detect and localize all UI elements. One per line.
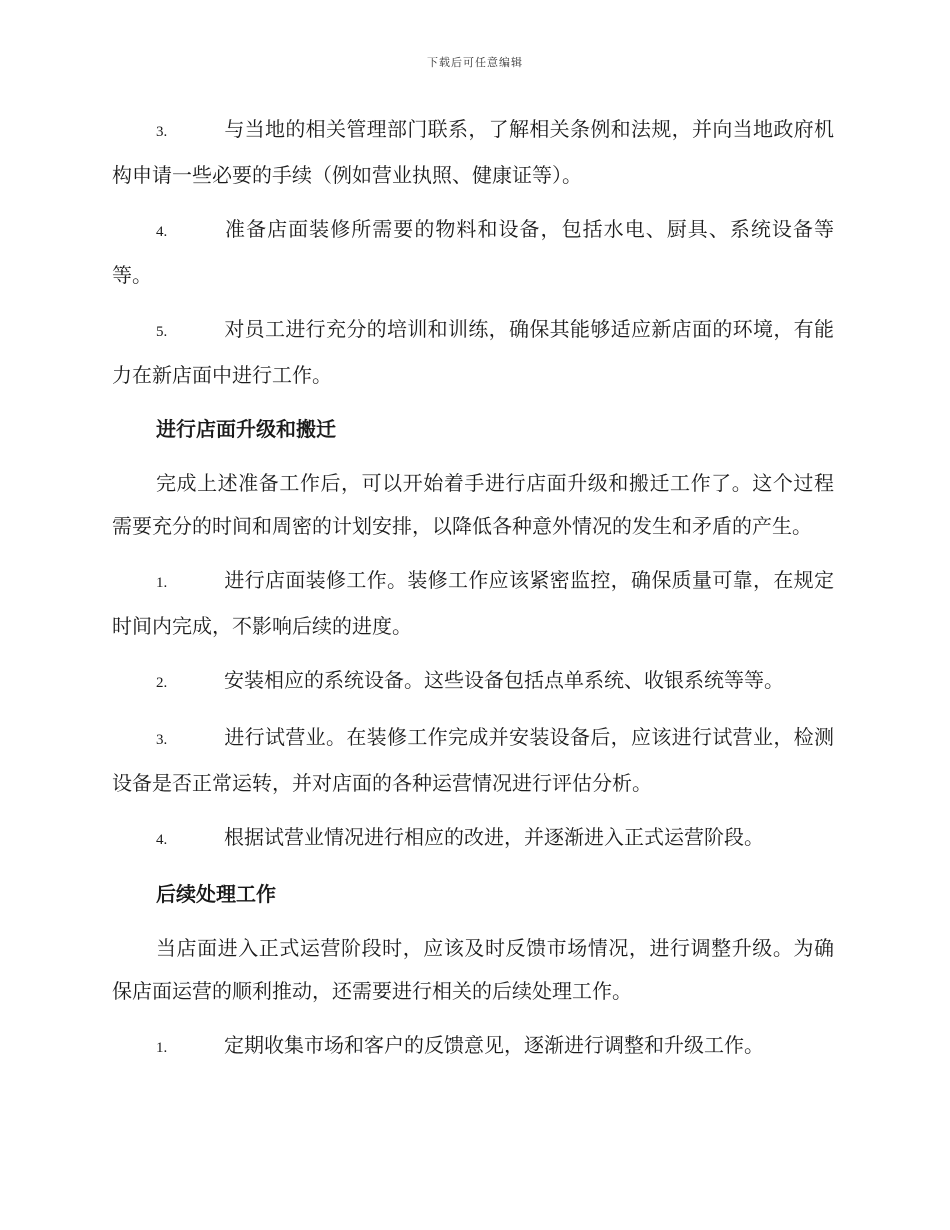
list-item-text: 对员工进行充分的培训和训练，确保其能够适应新店面的环境，有能力在新店面中进行工作。 — [112, 317, 834, 387]
list-item-number: 2. — [156, 675, 168, 691]
list-item-number: 1. — [156, 1040, 168, 1056]
list-item-number: 4. — [156, 224, 168, 240]
list-item — [112, 1024, 834, 1070]
list-item-text: 进行试营业。在装修工作完成并安装设备后，应该进行试营业，检测设备是否正常运转，并对店面的各种运营情况进行评估分析。 — [112, 725, 834, 795]
list-item — [112, 308, 834, 397]
header-note: 下载后可任意编辑 — [427, 56, 523, 69]
list-item — [112, 108, 834, 197]
list-item-number: 5. — [156, 324, 168, 340]
list-item-text: 安装相应的系统设备。这些设备包括点单系统、收银系统等等。 — [224, 668, 784, 692]
list-item-number: 4. — [156, 832, 168, 848]
list-item — [112, 816, 834, 862]
list-item — [112, 716, 834, 805]
list-item-text: 准备店面装修所需要的物料和设备，包括水电、厨具、系统设备等等。 — [112, 217, 834, 287]
paragraph: 当店面进入正式运营阶段时，应该及时反馈市场情况，进行调整升级。为确保店面运营的顺利推动，还需要进行相关的后续处理工作。 — [112, 936, 834, 1003]
document-body — [112, 108, 834, 1081]
paragraph: 完成上述准备工作后，可以开始着手进行店面升级和搬迁工作了。这个过程需要充分的时间和周密的计划安排，以降低各种意外情况的发生和矛盾的产生。 — [112, 471, 834, 538]
section-heading: 进行店面升级和搬迁 — [156, 417, 336, 441]
list-item — [112, 559, 834, 648]
list-item-text: 定期收集市场和客户的反馈意见，逐渐进行调整和升级工作。 — [224, 1033, 764, 1057]
list-item-text: 根据试营业情况进行相应的改进，并逐渐进入正式运营阶段。 — [224, 825, 764, 849]
list-item-number: 3. — [156, 124, 168, 140]
section-heading: 后续处理工作 — [156, 882, 276, 906]
list-item-text: 与当地的相关管理部门联系，了解相关条例和法规，并向当地政府机构申请一些必要的手续（例如营业执照、健康证等）。 — [112, 117, 834, 187]
list-item — [112, 208, 834, 297]
list-item-number: 3. — [156, 732, 168, 748]
list-item-number: 1. — [156, 575, 168, 591]
list-item-text: 进行店面装修工作。装修工作应该紧密监控，确保质量可靠，在规定时间内完成，不影响后续的进度。 — [112, 568, 834, 638]
list-item — [112, 659, 834, 705]
